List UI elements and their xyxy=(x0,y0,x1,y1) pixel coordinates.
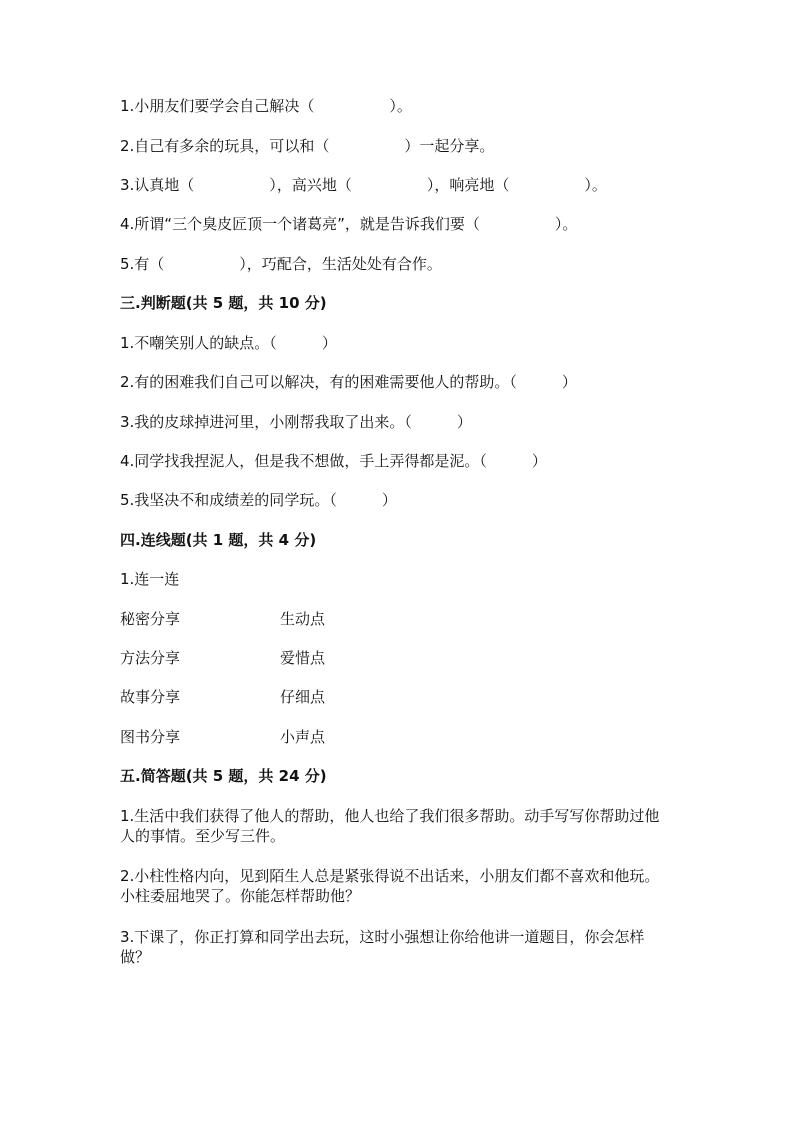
match-right-item: 小声点 xyxy=(280,728,326,746)
judge-question-3: 3.我的皮球掉进河里，小刚帮我取了出来。（ ） xyxy=(120,413,472,431)
fill-blank-question-4: 4.所谓“三个臭皮匠顶一个诸葛亮”，就是告诉我们要（ ）。 xyxy=(120,215,578,233)
section-3-heading: 三.判断题(共 5 题，共 10 分) xyxy=(120,294,327,312)
short-answer-question-1: 1.生活中我们获得了他人的帮助，他人也给了我们很多帮助。动手写写你帮助过他人的事情。至少写三件。 xyxy=(120,807,660,845)
judge-question-2: 2.有的困难我们自己可以解决，有的困难需要他人的帮助。（ ） xyxy=(120,373,577,391)
section-5-heading: 五.简答题(共 5 题，共 24 分) xyxy=(120,767,327,785)
match-right-item: 仔细点 xyxy=(280,688,326,706)
fill-blank-question-1: 1.小朋友们要学会自己解决（ ）。 xyxy=(120,97,412,115)
match-left-item: 图书分享 xyxy=(120,728,181,746)
short-answer-question-2: 2.小柱性格内向，见到陌生人总是紧张得说不出话来，小朋友们都不喜欢和他玩。小柱委屈地哭了。你能怎样帮助他？ xyxy=(120,867,660,905)
match-question: 1.连一连 xyxy=(120,570,180,588)
judge-question-1: 1.不嘲笑别人的缺点。（ ） xyxy=(120,334,337,352)
match-left-item: 方法分享 xyxy=(120,649,181,667)
match-left-item: 秘密分享 xyxy=(120,610,181,628)
fill-blank-question-2: 2.自己有多余的玩具，可以和（ ）一起分享。 xyxy=(120,137,495,155)
match-left-item: 故事分享 xyxy=(120,688,181,706)
judge-question-4: 4.同学找我捏泥人，但是我不想做，手上弄得都是泥。（ ） xyxy=(120,452,547,470)
match-right-item: 爱惜点 xyxy=(280,649,326,667)
section-4-heading: 四.连线题(共 1 题，共 4 分) xyxy=(120,531,317,549)
match-right-item: 生动点 xyxy=(280,610,326,628)
short-answer-question-3: 3.下课了，你正打算和同学出去玩，这时小强想让你给他讲一道题目，你会怎样做？ xyxy=(120,928,645,966)
judge-question-5: 5.我坚决不和成绩差的同学玩。（ ） xyxy=(120,491,397,509)
fill-blank-question-3: 3.认真地（ ），高兴地（ ），响亮地（ ）。 xyxy=(120,176,607,194)
fill-blank-question-5: 5.有（ ），巧配合，生活处处有合作。 xyxy=(120,255,442,273)
